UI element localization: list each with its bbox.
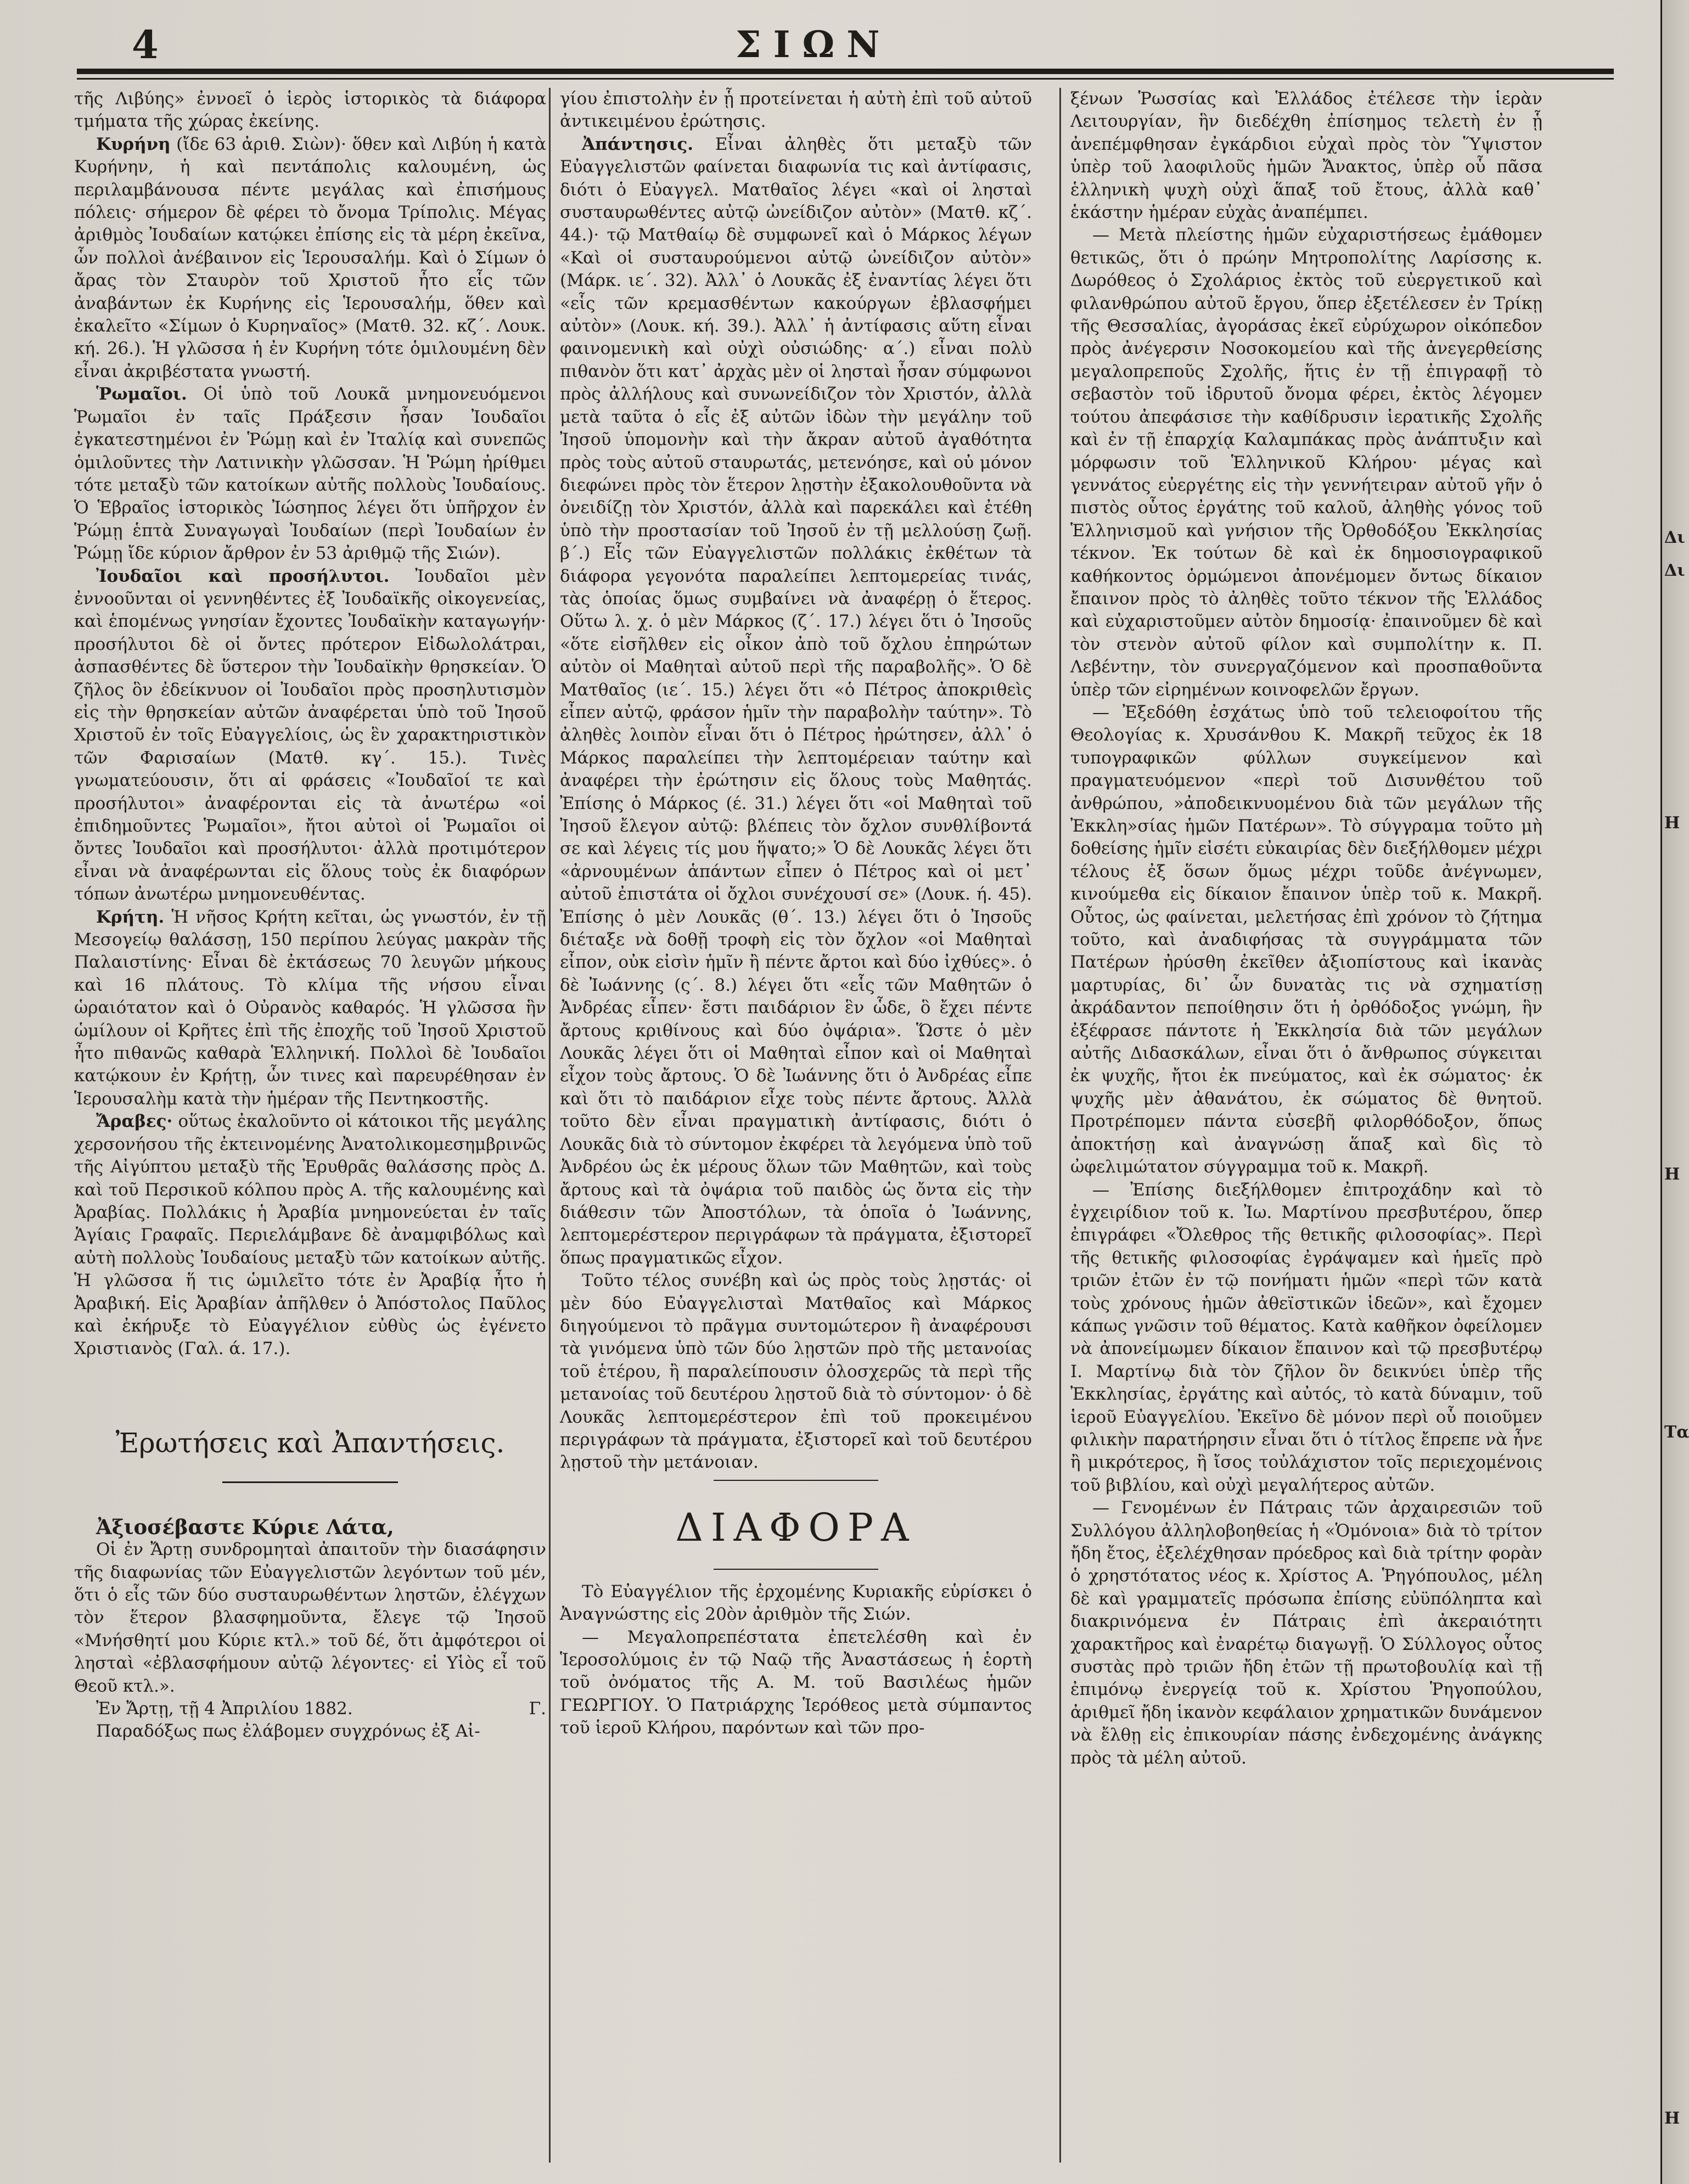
section-title-questions: Ἐρωτήσεις καὶ Ἀπαντήσεις. xyxy=(115,1427,505,1459)
entry-term: Ἄραβες· xyxy=(96,1111,173,1132)
letter-body: Οἱ ἐν Ἄρτῃ συνδρομηταὶ ἀπαιτοῦν τὴν διασάφησιν τῆς διαφωνίας τῶν Εὐαγγελιστῶν λεγόντων τοῦ μέν, ὅτι ὁ εἷς τῶν δύο συσταυρωθέντων ληστῶν, ἐλέγχων τὸν ἕτερον βλασφημοῦντα, ἔλεγε τῷ Ἰησοῦ «Μνήσθητί μου Κύριε κτλ.» τοῦ δέ, ὅτι ἀμφότεροι οἱ λησταὶ «ἐβλασφήμουν αὐτῷ λέγοντες· εἰ Υἱὸς εἶ τοῦ Θεοῦ κτλ.». xyxy=(74,1540,546,1696)
entry-term: Ῥωμαῖοι. xyxy=(96,384,187,405)
column-divider-1 xyxy=(549,88,551,2163)
letter-initial: Γ. xyxy=(529,1699,546,1719)
paragraph: Τοῦτο τέλος συνέβη καὶ ὡς πρὸς τοὺς λῃστάς· οἱ μὲν δύο Εὐαγγελισταὶ Ματθαῖος καὶ Μάρκος διηγούμενοι τὸ πρᾶγμα συντομώτερον ἢ ἀναφέρουσι τὰ γινόμενα ὑπὸ τῶν δύο λῃστῶν πρὸ τῆς μετανοίας τοῦ ἑτέρου, ἢ παραλείπουσιν ὁλοσχερῶς τὰ περὶ τῆς μετανοίας τοῦ δευτέρου λῃστοῦ διὰ τὸ σύντομον· ὁ δὲ Λουκᾶς λεπτομερέστερον ἐπὶ τοῦ προκειμένου περιγράφων τὰ πράγματα, ἐξιστορεῖ καὶ τοῦ δευτέρου λῃστοῦ τὴν μετάνοιαν. xyxy=(560,1271,1032,1473)
section-rule xyxy=(714,1569,878,1570)
letter-date: Ἐν Ἄρτῃ, τῇ 4 Ἀπριλίου 1882. xyxy=(96,1699,353,1719)
paragraph: γίου ἐπιστολὴν ἐν ᾗ προτείνεται ἡ αὐτὴ ἐπὶ τοῦ αὐτοῦ ἀντικειμένου ἐρώτησις. xyxy=(560,89,1032,132)
entry-text: οὕτως ἐκαλοῦντο οἱ κάτοικοι τῆς μεγάλης χερσονήσου τῆς ἐκτεινομένης Ἀνατολικομεσημβρινῶς τῆς Αἰγύπτου μεταξὺ τῆς Ἐρυθρᾶς θαλάσσης πρὸς Δ. καὶ τοῦ Περσικοῦ κόλπου πρὸς Α. τῆς καλουμένης καὶ Ἀραβίας. Πολλάκις ἡ Ἀραβία μνημονεύεται ἐν ταῖς Ἁγίαις Γραφαῖς. Περιελάμβανε δὲ ἀναμφιβόλως καὶ αὐτὴ πολλοὺς Ἰουδαίους μεταξὺ τῶν κατοίκων αὐτῆς. Ἡ γλῶσσα ἥ τις ὡμιλεῖτο τότε ἐν Ἀραβίᾳ ἦτο ἡ Ἀραβική. Εἰς Ἀραβίαν ἀπῆλθεν ὁ Ἀπόστολος Παῦλος καὶ ἐκήρυξε τὸ Εὐαγγέλιον εὐθὺς ὡς ἐγένετο Χριστιανὸς (Γαλ. ά. 17.). xyxy=(74,1111,546,1359)
paragraph: τῆς Λιβύης» ἐννοεῖ ὁ ἱερὸς ἱστορικὸς τὰ διάφορα τμήματα τῆς χώρας ἐκείνης. xyxy=(74,89,546,132)
paragraph-kriti xyxy=(74,906,546,1111)
paragraph: — Ἐπίσης διεξήλθομεν ἐπιτροχάδην καὶ τὸ ἐγχειρίδιον τοῦ κ. Ἰω. Μαρτίνου πρεσβυτέρου, ὅπερ ἐπιγράφει «Ὄλεθρος τῆς θετικῆς φιλοσοφίας». Περὶ τῆς θετικῆς φιλοσοφίας ἐγράψαμεν καὶ ἡμεῖς πρὸ τριῶν ἐτῶν ἐν τῷ πονήματι ἡμῶν «περὶ τῶν κατὰ τοὺς χρόνους ἡμῶν ἀθεϊστικῶν ἰδεῶν», καὶ ἔχομεν κάπως γνῶσιν τοῦ θέματος. Κατὰ καθῆκον ὀφείλομεν νὰ ἀπονείμωμεν δίκαιον ἔπαινον καὶ τῷ πρεσβυτέρῳ Ι. Μαρτίνῳ διὰ τὸν ζῆλον ὃν δεικνύει ὑπὲρ τῆς Ἐκκλησίας, ἐργάτης καὶ αὐτός, τὸ κατὰ δύναμιν, τοῦ ἱεροῦ Εὐαγγελίου. Ἐκεῖνο δὲ μόνον περὶ οὗ ποιοῦμεν φιλικὴν παρατήρησιν εἶναι ὅτι ὁ τίτλος ἔπρεπε νὰ ἦνε ἢ μικρότερος, ἢ ἴσος τοὐλάχιστον τοῖς περιεχομένοις τοῦ βιβλίου, καὶ οὐχὶ μεγαλήτερος αὐτῶν. xyxy=(1070,1180,1542,1495)
column-3 xyxy=(1070,88,1542,1770)
adjacent-page-edge xyxy=(1660,0,1686,2184)
paragraph: Παραδόξως πως ἐλάβομεν συγχρόνως ἐξ Αἰ- xyxy=(96,1721,480,1742)
edge-fragment: Η xyxy=(1664,813,1680,833)
entry-term: Ἰουδαῖοι καὶ προσήλυτοι. xyxy=(96,566,390,586)
entry-text: Οἱ ὑπὸ τοῦ Λουκᾶ μνημονευόμενοι Ῥωμαῖοι ἐν ταῖς Πράξεσιν ἦσαν Ἰουδαῖοι ἐγκατεστημένοι ἐν Ῥώμῃ καὶ ἐν Ἰταλίᾳ καὶ συνεπῶς ὁμιλοῦντες τὴν Λατινικὴν γλῶσσαν. Ἡ Ῥώμη ἠρίθμει τότε μεταξὺ τῶν κατοίκων αὐτῆς πολλοὺς Ἰουδαίους. Ὁ Ἑβραῖος ἱστορικὸς Ἰώσηπος λέγει ὅτι ὑπῆρχον ἐν Ῥώμῃ ἑπτὰ Συναγωγαὶ Ἰουδαίων (περὶ Ἰουδαίων ἐν Ῥώμῃ ἴδε κύριον ἄρθρον ἐν 53 ἀριθμῷ τῆς Σιών). xyxy=(74,384,546,564)
paragraph: ξένων Ῥωσσίας καὶ Ἑλλάδος ἐτέλεσε τὴν ἱερὰν Λειτουργίαν, ἣν διεδέχθη ἐπίσημος τελετὴ ἐν ᾗ ἀνεπέμφθησαν ἐγκάρδιοι εὐχαὶ πρὸς τὸν Ὕψιστον ὑπὲρ τοῦ λαοφιλοῦς ἡμῶν Ἄνακτος, ὑπὲρ οὗ πᾶσα ἑλληνικὴ ψυχὴ οὐχὶ ἅπαξ τοῦ ἔτους, ἀλλὰ καθ᾽ ἑκάστην ἡμέραν εὐχὰς ἀναπέμπει. xyxy=(1070,89,1542,223)
entry-term: Ἀπάντησις. xyxy=(582,134,694,154)
masthead-title: ΣΙΩΝ xyxy=(736,23,892,66)
section-rule xyxy=(222,1481,398,1483)
page-number: 4 xyxy=(132,22,160,68)
entry-text: Ἡ νῆσος Κρήτη κεῖται, ὡς γνωστόν, ἐν τῇ Μεσογείῳ θαλάσσῃ, 150 περίπου λεύγας μακρὰν τῆς Παλαιστίνης· Εἶναι δὲ ἐκτάσεως 70 λευγῶν μήκους καὶ 16 πλάτους. Τὸ κλίμα τῆς νήσου εἶναι ὡραιότατον καὶ ὁ Οὐρανὸς καθαρός. Ἡ γλῶσσα ἣν ὡμίλουν οἱ Κρῆτες ἐπὶ τῆς ἐποχῆς τοῦ Ἰησοῦ Χριστοῦ ἦτο πιθανῶς καθαρὰ Ἑλληνική. Πολλοὶ δὲ Ἰουδαῖοι κατῴκουν ἐν Κρήτῃ, ὧν τινες καὶ παρευρέθησαν ἐν Ἱερουσαλὴμ κατὰ τὴν ἡμέραν τῆς Πεντηκοστῆς. xyxy=(74,907,546,1109)
entry-term: Κρήτη. xyxy=(96,907,165,927)
paragraph: — Μετὰ πλείστης ἡμῶν εὐχαριστήσεως ἐμάθομεν θετικῶς, ὅτι ὁ πρώην Μητροπολίτης Λαρίσσης κ. Δωρόθεος ὁ Σχολάριος ἐκτὸς τοῦ εὐεργετικοῦ καὶ φιλανθρώπου αὐτοῦ ἔργου, ὅπερ ἐξετέλεσεν ἐν Τρίκῃ τῆς Θεσσαλίας, ἀγοράσας ἐκεῖ εὐρύχωρον οἰκόπεδον πρὸς ἀνέγερσιν Νοσοκομείου καὶ τῆς ἀνεγερθείσης μεγαλοπρεποῦς Σχολῆς, ἥτις ἐν τῇ ἐπιγραφῇ τὸ σεβαστὸν τοῦ ἱδρυτοῦ ὄνομα φέρει, ἐκτὸς λέγομεν τούτου ἀπεφάσισε τὴν καθίδρυσιν ἱερατικῆς Σχολῆς καὶ ἐν τῇ ἐπαρχίᾳ Καλαμπάκας πρὸς ἀνάπτυξιν καὶ μόρφωσιν τοῦ Ἑλληνικοῦ Κλήρου· μέγας καὶ γεννάτος εὐεργέτης εἰς τὴν γεννήτειραν αὐτοῦ γῆν ὁ πιστὸς οὗτος ἐργάτης τοῦ καλοῦ, ἀληθὴς γόνος τοῦ Ἑλληνισμοῦ καὶ γνήσιον τῆς Ὀρθοδόξου Ἐκκλησίας τέκνον. Ἐκ τούτων δὲ καὶ ἐκ δημοσιογραφικοῦ καθήκοντος ὁρμώμενοι ἀπονέμομεν ὄντως δίκαιον ἔπαινον πρὸς τὸ ἀληθὲς τοῦτο τέκνον τῆς Ἑλλάδος καὶ εὐχαριστοῦμεν αὐτὸν δημοσίᾳ· ἐπαινοῦμεν δὲ καὶ τὸν στενὸν αὐτοῦ φίλον καὶ συμπολίτην κ. Π. Λεβέντην, τὸν συνεργαζόμενον καὶ προσπαθοῦντα ὑπὲρ τῶν εἰρημένων κοινοφελῶν ἔργων. xyxy=(1070,225,1542,700)
letter-signature xyxy=(74,1698,546,1720)
header-rule-thin xyxy=(77,78,1614,80)
entry-text: Ἰουδαῖοι μὲν ἐννοοῦνται οἱ γεννηθέντες ἐξ Ἰουδαϊκῆς οἰκογενείας, καὶ ἑπομένως γνησίαν ἔχοντες Ἰουδαϊκὴν καταγωγήν· προσήλυτοι δὲ οἱ ὄντες πρότερον Εἰδωλολάτραι, ἀσπασθέντες δὲ ὕστερον τὴν Ἰουδαϊκὴν θρησκείαν. Ὁ ζῆλος ὃν ἐδείκνυον οἱ Ἰουδαῖοι πρὸς προσηλυτισμὸν εἰς τὴν θρησκείαν αὐτῶν ἀναφέρεται ὑπὸ τοῦ Ἰησοῦ Χριστοῦ ἐν τοῖς Εὐαγγελίοις, ὡς ἓν χαρακτηριστικὸν τῶν Φαρισαίων (Ματθ. κγ΄. 15.). Τινὲς γνωματεύουσιν, ὅτι αἱ φράσεις «Ἰουδαῖοί τε καὶ προσήλυτοι» ἀναφέρονται εἰς τὰ ἀνωτέρω «οἱ ἐπιδημοῦντες Ῥωμαῖοι», ἤτοι αὐτοὶ οἱ Ῥωμαῖοι οἱ ὄντες Ἰουδαῖοι καὶ προσήλυτοι· ἀλλὰ προτιμότερον εἶναι νὰ ἀναφέρωνται εἰς ὅλους τοὺς ἐκ διαφόρων τόπων ἀνωτέρω μνημονευθέντας. xyxy=(74,566,546,905)
paragraph-kyrini xyxy=(74,133,546,383)
entry-term: Κυρήνη xyxy=(96,134,171,154)
paragraph-answer xyxy=(560,133,1032,1270)
paragraph-romaioi xyxy=(74,383,546,565)
column-divider-2 xyxy=(1059,88,1061,2163)
column-1 xyxy=(74,88,546,1743)
paragraph: — Γενομένων ἐν Πάτραις τῶν ἀρχαιρεσιῶν τοῦ Συλλόγου ἀλληλοβοηθείας ἡ «Ὁμόνοια» διὰ τὸ τρίτον ἤδη ἔτος, ἐξελέχθησαν πρόεδρος καὶ διὰ τρίτην φορὰν ὁ χρηστότατος νέος κ. Χρίστος Α. Ῥηγόπουλος, μέλη δὲ καὶ γραμματεῖς πρόσωπα ἐπίσης εὐϋπόληπτα καὶ διακρινόμενα ἐν Πάτραις ἐπὶ ἀκεραιότητι χαρακτῆρος καὶ ἐναρέτῳ διαγωγῇ. Ὁ Σύλλογος οὗτος συστὰς πρὸ τριῶν ἤδη ἐτῶν τῇ πρωτοβουλίᾳ καὶ τῇ ἐπιμόνῳ ἐνεργείᾳ τοῦ κ. Χρίστου Ῥηγοπούλου, ἀριθμεῖ ἤδη ἱκανὸν κεφάλαιον χρηματικῶν δυνάμενον νὰ ἔλθῃ εἰς ἐπικουρίαν πάσης ἐνδεχομένης ἀνάγκης πρὸς τὰ μέλη αὐτοῦ. xyxy=(1070,1498,1542,1768)
edge-fragment: Δι xyxy=(1664,561,1685,580)
edge-fragment: Δι xyxy=(1664,528,1685,547)
section-rule xyxy=(714,1480,878,1481)
entry-text: (ἴδε 63 ἀριθ. Σιὼν)· ὅθεν καὶ Λιβύη ἡ κατὰ Κυρήνην, ἡ καὶ πεντάπολις καλουμένη, ὡς περιλαμβάνουσα πέντε μεγάλας καὶ ἐπισήμους πόλεις· σήμερον δὲ φέρει τὸ ὄνομα Τρίπολις. Μέγας ἀριθμὸς Ἰουδαίων κατῴκει ἐπίσης εἰς τὰ μέρη ἐκεῖνα, ὧν πολλοὶ ἀνέβαινον εἰς Ἱερουσαλήμ. Καὶ ὁ Σίμων ὁ ἄρας τὸν Σταυρὸν τοῦ Χριστοῦ ἦτο εἷς τῶν ἀναβάντων ἐκ Κυρήνης εἰς Ἱερουσαλήμ, ὅθεν καὶ ἐκαλεῖτο «Σίμων ὁ Κυρηναῖος» (Ματθ. 32. κζ΄. Λουκ. κή. 26.). Ἡ γλῶσσα ἡ ἐν Κυρήνη τότε ὁμιλουμένη δὲν εἶναι ἀκριβέστατα γνωστή. xyxy=(74,134,546,381)
paragraph: — Μεγαλοπρεπέστατα ἐπετελέσθη καὶ ἐν Ἱεροσολύμοις ἐν τῷ Ναῷ τῆς Ἀναστάσεως ἡ ἑορτὴ τοῦ ὀνόματος τῆς Α. Μ. τοῦ Βασιλέως ἡμῶν ΓΕΩΡΓΙΟΥ. Ὁ Πατριάρχης Ἱερόθεος μετὰ σύμπαντος τοῦ ἱεροῦ Κλήρου, παρόντων καὶ τῶν προ- xyxy=(560,1627,1032,1738)
edge-fragment: Η xyxy=(1664,2109,1680,2128)
entry-text: Εἶναι ἀληθὲς ὅτι μεταξὺ τῶν Εὐαγγελιστῶν φαίνεται διαφωνία τις καὶ ἀντίφασις, διότι ὁ Εὐαγγελ. Ματθαῖος λέγει «καὶ οἱ λησταὶ συσταυρωθέντες αὐτῷ ὠνείδιζον αὐτὸν» (Ματθ. κζ΄. 44.)· τῷ Ματθαίῳ δὲ συμφωνεῖ καὶ ὁ Μάρκος λέγων «Καὶ οἱ συσταυρούμενοι αὐτῷ ὠνείδιζον αὐτὸν» (Μάρκ. ιε΄. 32). Ἀλλ᾽ ὁ Λουκᾶς ἐξ ἐναντίας λέγει ὅτι «εἷς τῶν κρεμασθέντων κακούργων ἐβλασφήμει αὐτὸν» (Λουκ. κή. 39.). Ἀλλ᾽ ἡ ἀντίφασις αὕτη εἶναι φαινομενικὴ καὶ οὐχὶ οὐσιώδης· α΄.) εἶναι πολὺ πιθανὸν ὅτι κατ᾽ ἀρχὰς μὲν οἱ λησταὶ ἦσαν σύμφωνοι πρὸς ἀλλήλους καὶ συνωνείδιζον τὸν Χριστόν, ἀλλὰ μετὰ ταῦτα ὁ εἷς ἐξ αὐτῶν ἰδὼν τὴν μεγάλην τοῦ Ἰησοῦ ὑπομονὴν καὶ τὴν ἄκραν αὐτοῦ ἀγαθότητα πρὸς τοὺς αὐτοῦ σταυρωτάς, μετενόησε, καὶ οὐ μόνον διεφώνει πρὸς τὸν ἕτερον λῃστὴν ἐξακολουθοῦντα νὰ ὀνειδίζῃ τὸν Χριστόν, ἀλλὰ καὶ παρεκάλει καὶ ἐτέθη ὑπὸ τὴν προστασίαν τοῦ Ἰησοῦ ἐν τῇ μελλούσῃ ζωῇ. β΄.) Εἷς τῶν Εὐαγγελιστῶν πολλάκις ἐκθέτων τὰ διάφορα γεγονότα παραλείπει λεπτομερείας τινάς, τὰς ὁποίας ὅμως συμβαίνει νὰ ἀναφέρῃ ὁ ἕτερος. Οὕτω λ. χ. ὁ μὲν Μάρκος (ζ΄. 17.) λέγει ὅτι ὁ Ἰησοῦς «ὅτε εἰσῆλθεν εἰς οἶκον ἀπὸ τοῦ ὄχλου ἐπηρώτων αὐτὸν οἱ Μαθηταὶ αὐτοῦ περὶ τῆς παραβολῆς». Ὁ δὲ Ματθαῖος (ιε΄. 15.) λέγει ὅτι «ὁ Πέτρος ἀποκριθεὶς εἶπεν αὐτῷ, φράσον ἡμῖν τὴν παραβολὴν ταύτην». Τὸ ἀληθὲς λοιπὸν εἶναι ὅτι ὁ Πέτρος ἠρώτησεν, ἀλλ᾽ ὁ Μάρκος παραλείπει τὴν λεπτομέρειαν ταύτην καὶ ἀναφέρει τὴν ἐρώτησιν εἰς ὅλους τοὺς Μαθητάς. Ἐπίσης ὁ Μάρκος (έ. 31.) λέγει ὅτι «οἱ Μαθηταὶ τοῦ Ἰησοῦ ἔλεγον αὐτῷ: βλέπεις τὸν ὄχλον συνθλίβοντά σε καὶ λέγεις τίς μου ἥψατο;» Ὁ δὲ Λουκᾶς λέγει ὅτι «ἀρνουμένων ἁπάντων εἶπεν ὁ Πέτρος καὶ οἱ μετ᾽ αὐτοῦ ἐπιστάτα οἱ ὄχλοι συνέχουσί σε» (Λουκ. ή. 45). Ἐπίσης ὁ μὲν Λουκᾶς (θ΄. 13.) λέγει ὅτι ὁ Ἰησοῦς διέταξε νὰ δοθῇ τροφὴ εἰς τὸν ὄχλον «οἱ Μαθηταὶ εἶπον, οὐκ εἰσὶν ἡμῖν ἢ πέντε ἄρτοι καὶ δύο ἰχθύες». ὁ δὲ Ἰωάννης (ς΄. 8.) λέγει ὅτι «εἷς τῶν Μαθητῶν ὁ Ἀνδρέας εἶπεν· ἔστι παιδάριον ἓν ὧδε, ὃ ἔχει πέντε ἄρτους κριθίνους καὶ δύο ὀψάρια». Ὥστε ὁ μὲν Λουκᾶς λέγει ὅτι οἱ Μαθηταὶ εἶπον καὶ οἱ Μαθηταὶ εἶχον τοὺς ἄρτους. Ὁ δὲ Ἰωάννης ὅτι ὁ Ἀνδρέας εἶπε καὶ ὅτι τὸ παιδάριον εἶχε τοὺς πέντε ἄρτους. Ἀλλὰ τοῦτο δὲν εἶναι πραγματικὴ ἀντίφασις, διότι ὁ Λουκᾶς διὰ τὸ σύντομον ἐκφέρει τὰ λεγόμενα ὑπὸ τοῦ Ἀνδρέου ὡς ἐκ μέρους ὅλων τῶν Μαθητῶν, καὶ τοὺς ἄρτους καὶ τὰ ὀψάρια τοῦ παιδὸς ὡς ὄντα εἰς τὴν διάθεσιν τῶν Ἀποστόλων, τὰ ὁποῖα ὁ Ἰωάννης, λεπτομερέστερον περιγράφων τὰ πράγματα, ἐξιστορεῖ ὅπως πραγματικῶς εἶχον. xyxy=(560,134,1032,1268)
edge-fragment: Η xyxy=(1664,1165,1680,1184)
paragraph: — Ἐξεδόθη ἐσχάτως ὑπὸ τοῦ τελειοφοίτου τῆς Θεολογίας κ. Χρυσάνθου Κ. Μακρῆ τεῦχος ἐκ 18 τυπογραφικῶν φύλλων συγκείμενον καὶ πραγματευόμενον «περὶ τοῦ Δισυνθέτου τοῦ ἀνθρώπου, »ἀποδεικνυομένου διὰ τῶν μεγάλων τῆς Ἐκκλη»σίας ἡμῶν Πατέρων». Τὸ σύγγραμα τοῦτο μὴ δοθείσης ἡμῖν εἰσέτι εὐκαιρίας δὲν διεξήλθομεν μέχρι τέλους ἐξ ὅσων ὅμως μέχρι τοῦδε ἀνέγνωμεν, κινούμεθα εἰς δίκαιον ἔπαινον ὑπὲρ τοῦ κ. Μακρῆ. Οὗτος, ὡς φαίνεται, μελετήσας ἐπὶ χρόνον τὸ ζήτημα τοῦτο, καὶ ἀναδιφήσας τὰ συγγράμματα τῶν Πατέρων ἠρύσθη ἐκεῖθεν ἀξιοπίστους καὶ ἱκανὰς μαρτυρίας, δι᾽ ὧν δυνατὰς τις νὰ σχηματίσῃ ἀκράδαντον πεποίθησιν ὅτι ἡ ὀρθόδοξος γνώμη, ἣν ἐξέφρασε πάντοτε ἡ Ἐκκλησία διὰ τῶν μεγάλων αὐτῆς Διδασκάλων, εἶναι ὅτι ὁ ἄνθρωπος σύγκειται ἐκ ψυχῆς, ἤτοι ἐκ πνεύματος, καὶ ἐκ σώματος· ἐκ ψυχῆς μὲν ἀθανάτου, ἐκ σώματος δὲ θνητοῦ. Προτρέπομεν πάντα εὐσεβῆ φιλορθόδοξον, ὅπως ἀποκτήσῃ καὶ ἀναγνώσῃ ἅπαξ καὶ δὶς τὸ ὠφελιμώτατον σύγγραμμα τοῦ κ. Μακρῆ. xyxy=(1070,702,1542,1177)
header-rule xyxy=(77,69,1614,74)
paragraph-ioudaioi xyxy=(74,565,546,906)
edge-fragment: Τα xyxy=(1664,1423,1689,1442)
section-title-diafora: ΔΙΑΦΟΡΑ xyxy=(675,1504,917,1550)
paragraph-araves xyxy=(74,1110,546,1360)
letter-salutation: Ἀξιοσέβαστε Κύριε Λάτα, xyxy=(96,1514,394,1539)
column-2 xyxy=(560,88,1032,1740)
paragraph: Τὸ Εὐαγγέλιον τῆς ἐρχομένης Κυριακῆς εὑρίσκει ὁ Ἀναγνώστης εἰς 20ὸν ἀριθμὸν τῆς Σιών. xyxy=(560,1581,1032,1625)
